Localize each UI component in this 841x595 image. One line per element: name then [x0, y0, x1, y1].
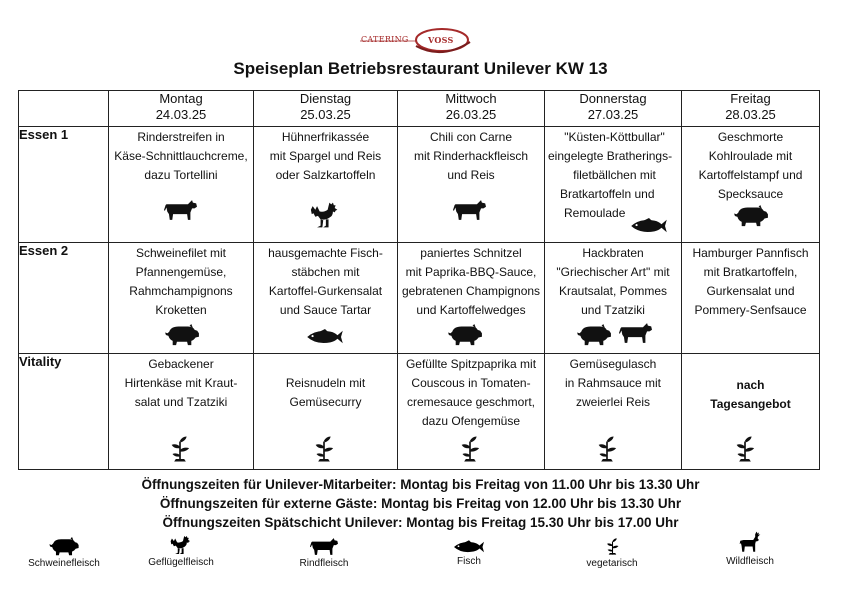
menu-cell [254, 354, 398, 470]
legend-poultry [136, 535, 226, 568]
dish-text: Reisnudeln mit Gemüsecurry [285, 376, 366, 410]
day-name: Donnerstag [579, 91, 647, 106]
day-date: 28.03.25 [725, 107, 776, 122]
legend-vegetarian [576, 537, 648, 569]
dish-text: Chili con Carne mit Rinderhackfleisch und Reis [413, 130, 529, 183]
fish-icon [307, 329, 343, 345]
day-date: 26.03.25 [445, 107, 497, 122]
dish-text: Hackbraten "Griechischer Art" mit Krautsalat, Pommes und Tzatziki [556, 245, 670, 317]
plant-icon [606, 537, 619, 556]
row-label: Essen 2 [19, 242, 109, 354]
menu-cell [398, 127, 545, 243]
legend-label: Geflügelfleisch [148, 557, 214, 568]
menu-cell [682, 127, 820, 243]
legend-pork [20, 537, 108, 569]
menu-cell [398, 242, 545, 354]
day-header-montag [109, 91, 254, 127]
menu-table [18, 90, 820, 470]
logo-text-catering: CATERING [361, 35, 409, 44]
day-header-donnerstag [545, 91, 682, 127]
cow-icon [453, 199, 486, 221]
menu-cell [682, 354, 820, 470]
plant-icon [735, 435, 755, 463]
dish-text: Schweinefilet mit Pfannengemüse, Rahmchampignons Kroketten [129, 245, 233, 317]
dish-text: Gebackener Hirtenkäse mit Kraut- salat und Tzatziki [124, 357, 238, 410]
menu-cell [109, 127, 254, 243]
menu-cell [682, 242, 820, 354]
day-header-freitag [682, 91, 820, 127]
menu-cell [109, 354, 254, 470]
page-title: Speiseplan Betriebsrestaurant Unilever KW 13 [233, 59, 608, 78]
cow-icon [619, 322, 652, 344]
row-label: Vitality [19, 354, 109, 470]
pig-icon [448, 324, 482, 346]
menu-cell [545, 354, 682, 470]
plant-icon [170, 435, 190, 463]
menu-row-vitality [19, 354, 820, 470]
dish-text: nach Tagesangebot [710, 378, 791, 412]
legend-fish [434, 540, 504, 567]
pig-icon [734, 205, 768, 227]
plant-icon [597, 435, 617, 463]
day-header-dienstag [254, 91, 398, 127]
pig-icon [577, 324, 611, 346]
dish-text: hausgemachte Fisch- stäbchen mit Kartoffel-Gurkensalat und Sauce Tartar [268, 245, 383, 317]
catering-voss-logo [358, 24, 480, 58]
chicken-icon [170, 535, 192, 555]
day-date: 25.03.25 [300, 107, 351, 122]
chicken-icon [310, 201, 340, 229]
menu-row-essen-1 [19, 127, 820, 243]
cow-icon [164, 199, 197, 221]
plant-icon [460, 435, 480, 463]
opening-hours-late-shift: Öffnungszeiten Spätschicht Unilever: Montag bis Freitag 15.30 Uhr bis 17.00 Uhr [162, 515, 679, 530]
day-date: 27.03.25 [587, 107, 639, 122]
dish-text: Gefüllte Spitzpaprika mit Couscous in Tomaten- cremesauce geschmort, dazu Ofengemüse [405, 357, 537, 429]
dish-text: paniertes Schnitzel mit Paprika-BBQ-Sauce, gebratenen Champignons und Kartoffelwedges [401, 245, 541, 317]
legend-label: Rindfleisch [299, 558, 349, 569]
legend-label: Schweinefleisch [28, 558, 100, 569]
opening-hours-guests: Öffnungszeiten für externe Gäste: Montag bis Freitag von 12.00 Uhr bis 13.30 Uhr [159, 496, 682, 511]
menu-cell [109, 242, 254, 354]
dish-text: Hühnerfrikassée mit Spargel und Reis oder Salzkartoffeln [269, 130, 382, 183]
fish-icon [454, 540, 484, 554]
menu-row-essen-2 [19, 242, 820, 354]
day-header-mittwoch [398, 91, 545, 127]
menu-cell [254, 242, 398, 354]
pig-icon [165, 324, 199, 346]
deer-icon [739, 530, 761, 554]
legend-game [712, 530, 788, 567]
header-row [19, 91, 820, 127]
menu-cell [398, 354, 545, 470]
pig-icon [49, 537, 79, 556]
day-name: Montag [159, 91, 203, 106]
dish-text: Geschmorte Kohlroulade mit Kartoffelstampf und Specksauce [698, 130, 803, 202]
dish-text: "Küsten-Köttbullar" eingelegte Bratherings- filetbällchen mit Bratkartoffeln und Remoulade [548, 130, 673, 221]
legend-label: Fisch [457, 556, 481, 567]
row-label: Essen 1 [19, 127, 109, 243]
menu-cell [545, 242, 682, 354]
day-name: Dienstag [299, 91, 352, 106]
plant-icon [314, 435, 334, 463]
dish-text: Gemüsegulasch in Rahmsauce mit zweierlei Reis [564, 357, 662, 410]
legend-label: Wildfleisch [726, 556, 774, 567]
fish-icon [631, 218, 667, 234]
corner-cell [19, 91, 109, 127]
day-date: 24.03.25 [155, 107, 207, 122]
menu-cell [254, 127, 398, 243]
cow-icon [310, 537, 338, 556]
day-name: Mittwoch [445, 91, 497, 106]
menu-cell [545, 127, 682, 243]
legend-label: vegetarisch [586, 558, 638, 569]
logo-text-voss: VOSS [428, 35, 454, 45]
dish-text: Hamburger Pannfisch mit Bratkartoffeln, Gurkensalat und Pommery-Senfsauce [692, 245, 809, 317]
day-name: Freitag [730, 91, 771, 106]
dish-text: Rinderstreifen in Käse-Schnittlauchcreme, dazu Tortellini [114, 130, 248, 183]
legend-beef [282, 537, 366, 569]
opening-hours-employees: Öffnungszeiten für Unilever-Mitarbeiter: Montag bis Freitag von 11.00 Uhr bis 13.30 Uhr [141, 477, 700, 492]
